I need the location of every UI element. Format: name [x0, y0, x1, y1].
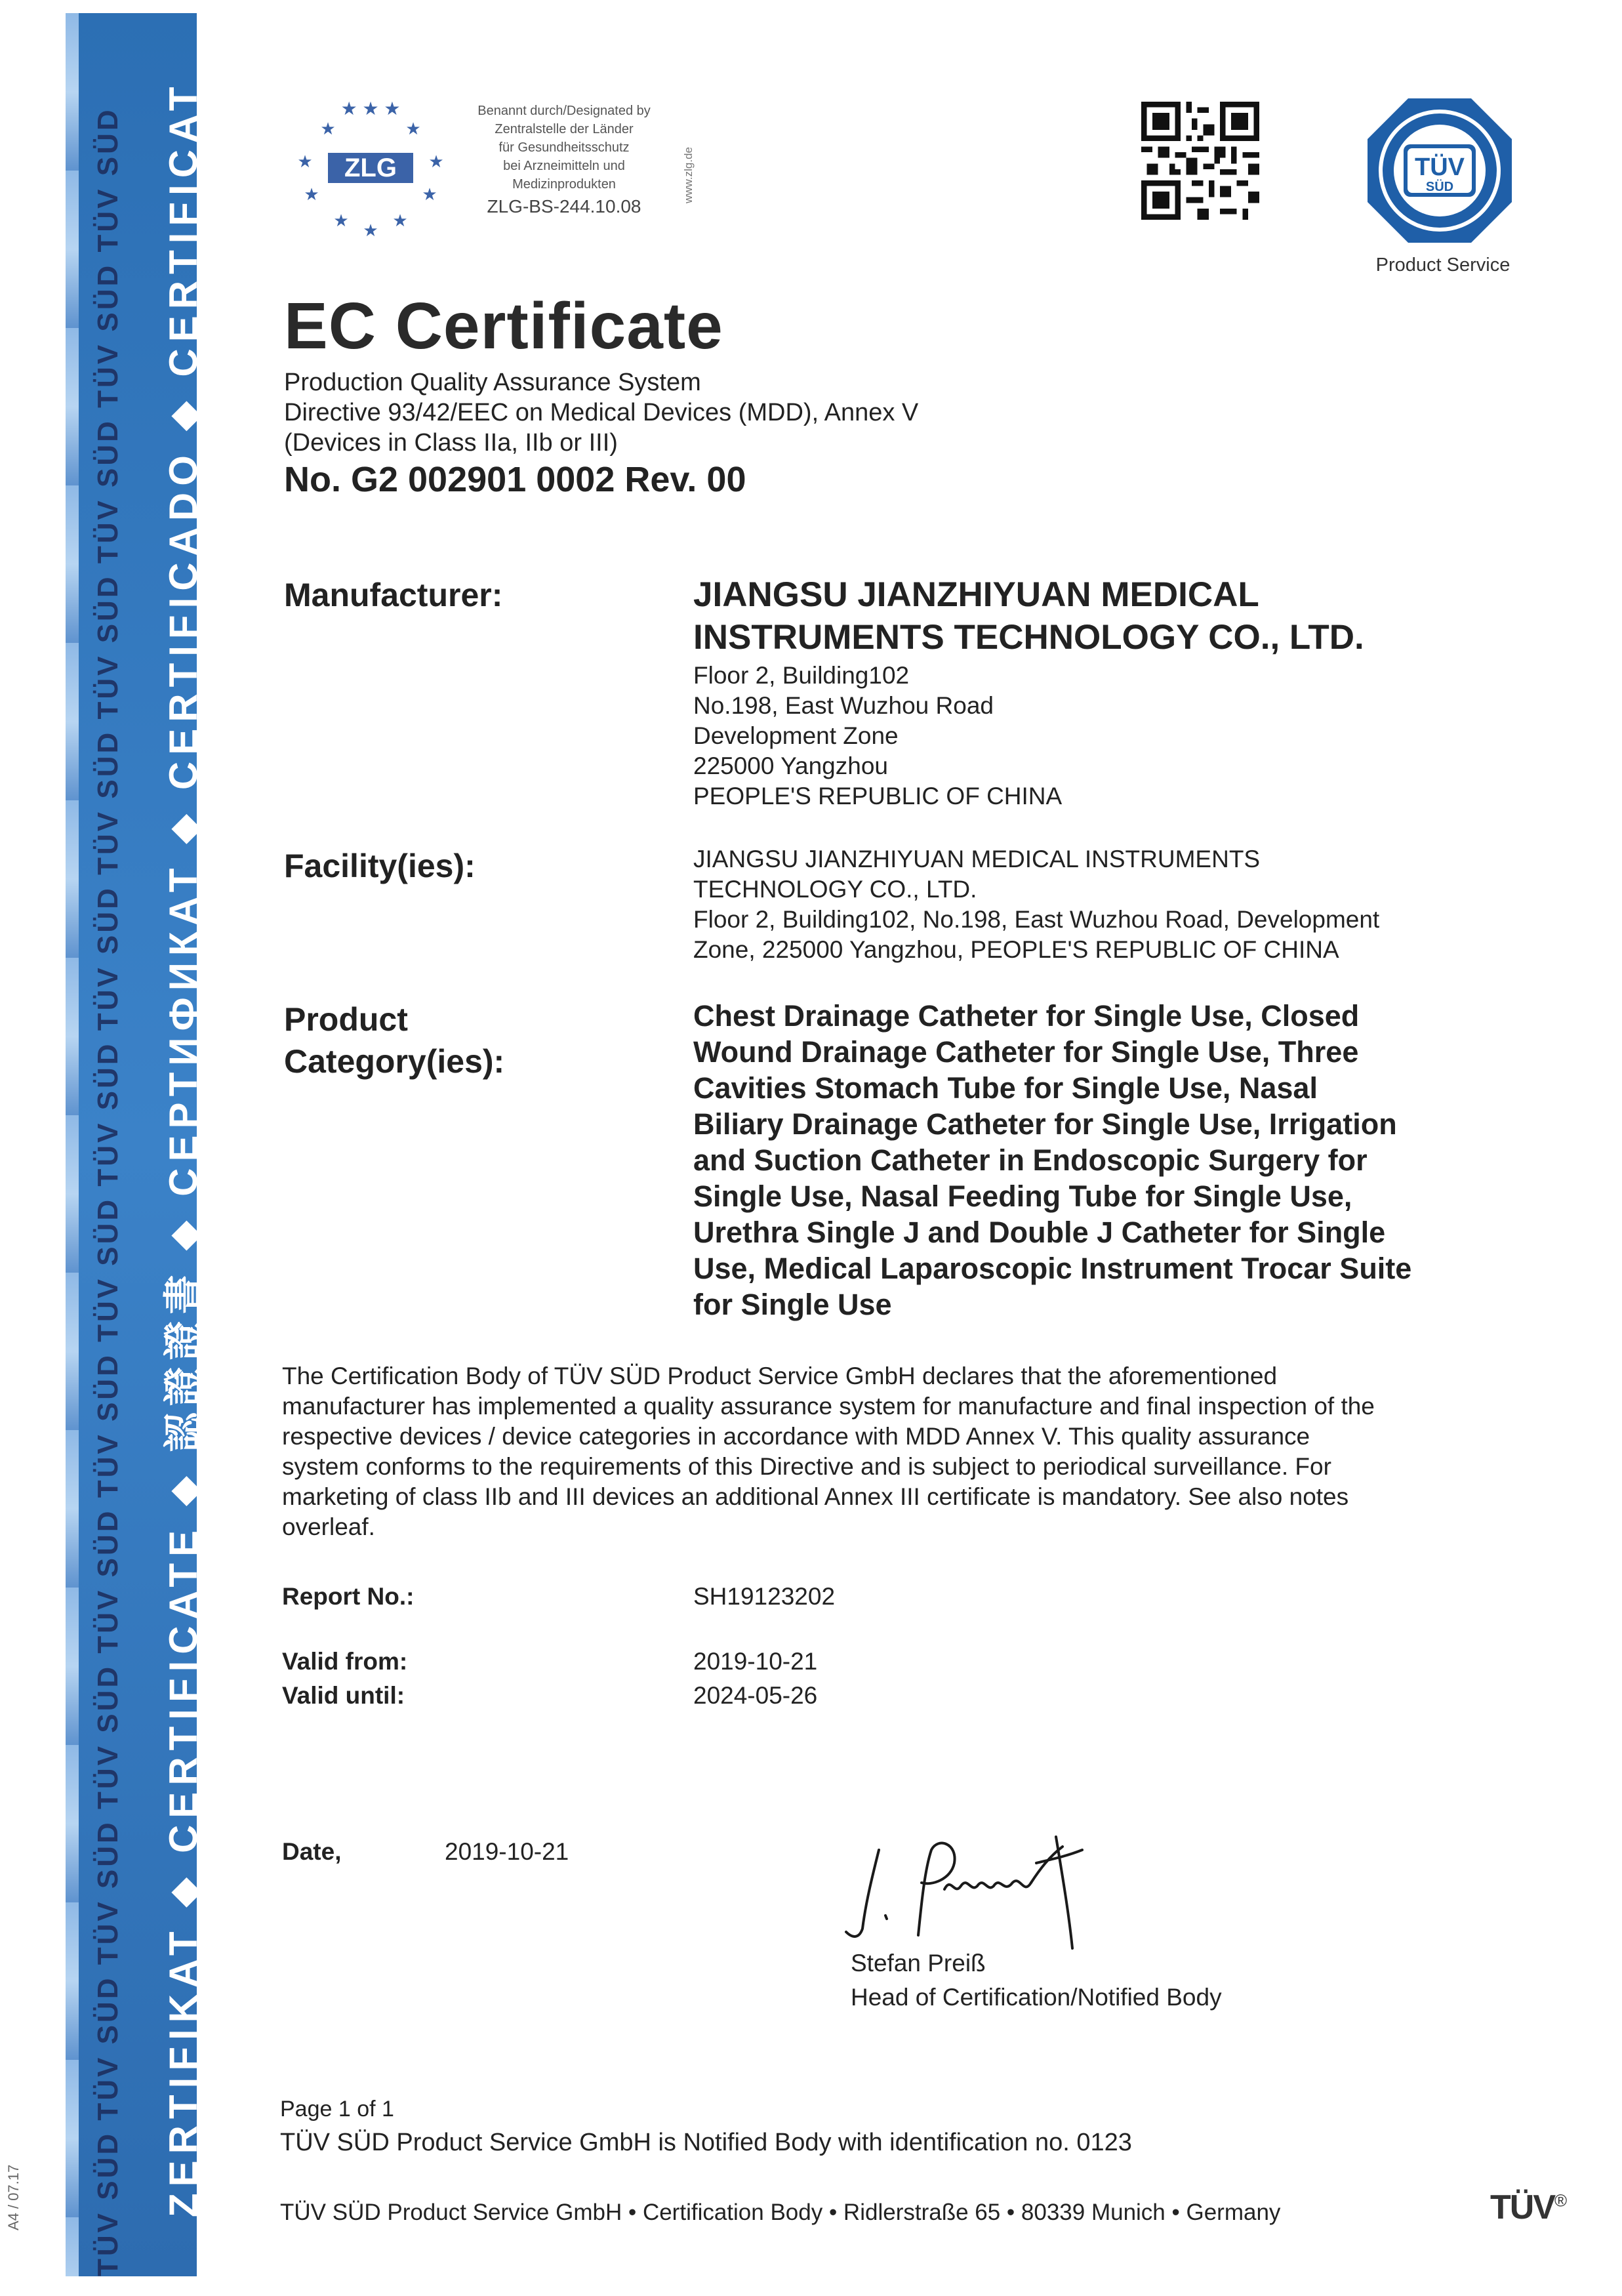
facility-label: Facility(ies): [284, 848, 476, 884]
svg-text:★: ★ [333, 211, 349, 230]
manufacturer-name-line: JIANGSU JIANZHIYUAN MEDICAL [693, 575, 1259, 614]
zlg-logo [282, 95, 459, 239]
zlg-line: bei Arzneimitteln und [503, 159, 625, 173]
product-category-line: Wound Drainage Catheter for Single Use, Three [693, 1035, 1359, 1069]
manufacturer-address-line: Floor 2, Building102 [693, 662, 910, 689]
svg-text:★: ★ [297, 152, 313, 171]
subtitle-line: Directive 93/42/EEC on Medical Devices (MDD), Annex V [284, 399, 919, 426]
facility-line: Zone, 225000 Yangzhou, PEOPLE'S REPUBLIC OF CHINA [693, 936, 1339, 963]
form-code: A4 / 07.17 [5, 2164, 22, 2230]
facility-line: Floor 2, Building102, No.198, East Wuzhou Road, Development [693, 906, 1380, 933]
product-category-line: for Single Use [693, 1288, 892, 1321]
declaration-line: system conforms to the requirements of this Directive and is subject to periodical surveillance. For [282, 1453, 1331, 1480]
manufacturer-name-line: INSTRUMENTS TECHNOLOGY CO., LTD. [693, 618, 1364, 657]
valid-from-value: 2019-10-21 [693, 1648, 818, 1675]
date-label: Date, [282, 1838, 342, 1865]
page-title: EC Certificate [284, 289, 723, 363]
report-number-value: SH19123202 [693, 1583, 836, 1610]
tuv-logo-top-text: TÜV [1415, 154, 1465, 181]
zlg-line: für Gesundheitsschutz [498, 140, 630, 155]
svg-text:★: ★ [363, 220, 378, 239]
declaration-line: respective devices / device categories in accordance with MDD Annex V. This quality assurance [282, 1423, 1310, 1450]
declaration-paragraph [282, 1361, 1489, 1542]
band-watermark-text: TÜV SÜD TÜV SÜD TÜV SÜD TÜV SÜD TÜV SÜD TÜV SÜD TÜV SÜD TÜV SÜD TÜV SÜD TÜV SÜD TÜV SÜD TÜV SÜD TÜV SÜD TÜV SÜD [92, 107, 124, 2276]
signer-title: Head of Certification/Notified Body [851, 1984, 1222, 2011]
product-category-line: Chest Drainage Catheter for Single Use, Closed [693, 999, 1360, 1033]
facility-line: TECHNOLOGY CO., LTD. [693, 876, 977, 903]
subtitle-line: Production Quality Assurance System [284, 369, 701, 396]
product-category-line: Biliary Drainage Catheter for Single Use, Irrigation [693, 1107, 1397, 1141]
signer-name: Stefan Preiß [851, 1950, 986, 1977]
zlg-line: Medizinprodukten [512, 177, 616, 192]
valid-until-label: Valid until: [282, 1682, 405, 1709]
product-label: Category(ies): [284, 1043, 505, 1080]
manufacturer-address-line: Development Zone [693, 722, 899, 749]
product-category-line: and Suction Catheter in Endoscopic Surgery for [693, 1143, 1368, 1177]
svg-text:★ ★ ★: ★ ★ ★ [340, 98, 401, 119]
report-number-label: Report No.: [282, 1583, 415, 1610]
svg-text:★: ★ [392, 211, 408, 230]
zlg-reference: ZLG-BS-244.10.08 [487, 196, 641, 216]
product-category-line: Single Use, Nasal Feeding Tube for Single Use, [693, 1179, 1352, 1213]
tuv-sud-logo [1364, 95, 1515, 246]
registered-mark: ® [1554, 2190, 1566, 2211]
zlg-designation [453, 102, 676, 216]
footer-address: TÜV SÜD Product Service GmbH • Certification Body • Ridlerstraße 65 • 80339 Munich • Germany [280, 2200, 1281, 2225]
certificate-number: No. G2 002901 0002 Rev. 00 [284, 460, 746, 499]
manufacturer-label: Manufacturer: [284, 577, 503, 613]
zlg-logo-text: ZLG [344, 154, 397, 182]
manufacturer-address-line: 225000 Yangzhou [693, 752, 888, 779]
product-category-line: Use, Medical Laparoscopic Instrument Trocar Suite [693, 1252, 1412, 1285]
manufacturer-address-line: No.198, East Wuzhou Road [693, 692, 994, 719]
qr-code [1141, 102, 1259, 220]
valid-from-label: Valid from: [282, 1648, 408, 1675]
valid-until-value: 2024-05-26 [693, 1682, 818, 1709]
svg-text:★: ★ [304, 184, 319, 204]
page-number: Page 1 of 1 [280, 2097, 394, 2122]
product-label: Product [284, 1001, 408, 1038]
zlg-line: Zentralstelle der Länder [495, 122, 634, 136]
date-value: 2019-10-21 [445, 1838, 569, 1865]
facility-line: JIANGSU JIANZHIYUAN MEDICAL INSTRUMENTS [693, 846, 1261, 872]
subtitle-line: (Devices in Class IIa, IIb or III) [284, 429, 618, 457]
tuv-logo-bottom-text: SÜD [1425, 180, 1454, 194]
band-certificate-text: ZERTIFIKAT ◆ CERTIFICATE ◆ 認證證書 ◆ СЕРТИФИКАТ ◆ CERTIFICADO ◆ CERTIFICAT [161, 80, 205, 2217]
svg-text:★: ★ [428, 152, 444, 171]
product-category-line: Urethra Single J and Double J Catheter for Single [693, 1216, 1386, 1249]
footer-tuv-logo [1490, 2188, 1566, 2227]
footer-logo-text: TÜV [1490, 2188, 1554, 2226]
manufacturer-address-line: PEOPLE'S REPUBLIC OF CHINA [693, 783, 1063, 810]
declaration-line: manufacturer has implemented a quality assurance system for manufacture and final inspection of the [282, 1393, 1375, 1420]
declaration-line: overleaf. [282, 1513, 375, 1540]
logo-caption: Product Service [1375, 255, 1510, 276]
zlg-url: www.zlg.de [682, 147, 695, 203]
svg-text:★: ★ [405, 119, 421, 138]
product-category-line: Cavities Stomach Tube for Single Use, Nasal [693, 1071, 1318, 1105]
svg-text:★: ★ [320, 119, 336, 138]
handwritten-signature [840, 1824, 1128, 1955]
declaration-line: The Certification Body of TÜV SÜD Product Service GmbH declares that the aforementioned [282, 1363, 1278, 1389]
declaration-line: marketing of class IIb and III devices an additional Annex III certificate is mandatory. See also notes [282, 1483, 1349, 1510]
zlg-line: Benannt durch/Designated by [477, 104, 651, 118]
svg-text:★: ★ [422, 184, 437, 204]
notified-body-statement: TÜV SÜD Product Service GmbH is Notified Body with identification no. 0123 [280, 2129, 1132, 2156]
